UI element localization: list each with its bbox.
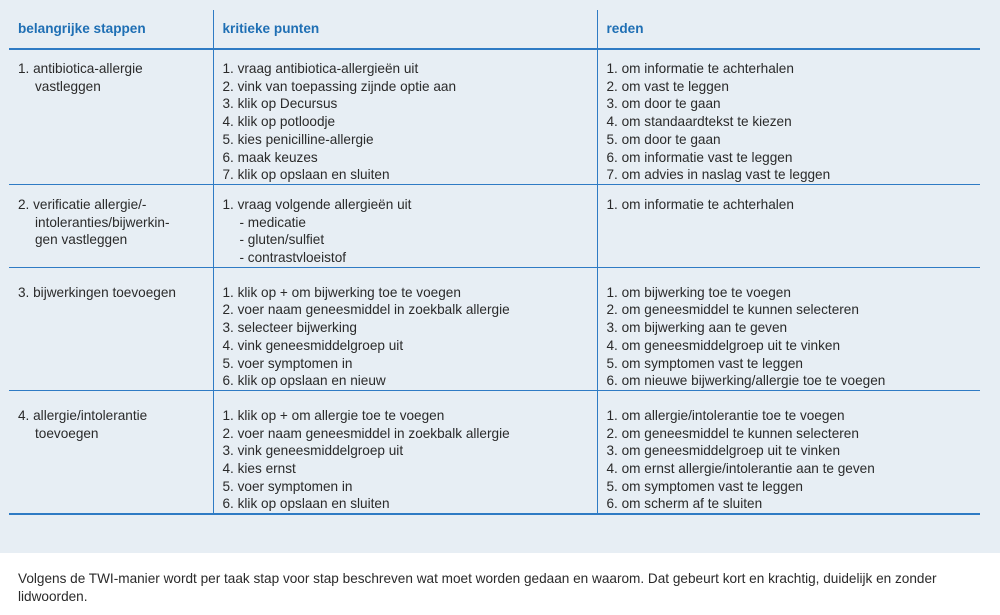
header-steps: belangrijke stappen — [9, 10, 213, 49]
critical-point: 4. kies ernst — [222, 461, 296, 477]
step-cell — [9, 390, 213, 514]
critical-points-cell — [213, 390, 597, 514]
header-reason: reden — [597, 10, 980, 49]
reason-item: 5. om door te gaan — [606, 131, 721, 147]
critical-point: 2. voer naam geneesmiddel in zoekbalk allergie — [222, 302, 510, 318]
critical-point: - contrastvloeistof — [239, 250, 347, 266]
reason-cell — [597, 390, 980, 514]
reason-cell — [597, 267, 980, 390]
step-text-line: gen vastleggen — [35, 232, 128, 248]
table-row — [9, 184, 980, 267]
critical-point: - gluten/sulfiet — [239, 232, 325, 248]
reason-cell — [597, 49, 980, 184]
critical-points-cell-list — [223, 196, 597, 267]
critical-point: 5. voer symptomen in — [222, 355, 353, 371]
critical-point: 7. klik op opslaan en sluiten — [222, 167, 390, 183]
header-critical-points: kritieke punten — [213, 10, 597, 49]
reason-item: 4. om geneesmiddelgroep uit te vinken — [606, 337, 841, 353]
step-text-line: 2. verificatie allergie/- — [18, 196, 147, 212]
reason-cell — [597, 184, 980, 267]
step-text-line: toevoegen — [35, 425, 99, 441]
reason-item: 4. om ernst allergie/intolerantie aan te geven — [606, 461, 875, 477]
critical-points-cell-list — [223, 60, 597, 184]
reason-item: 6. om informatie vast te leggen — [606, 149, 793, 165]
reason-item: 3. om door te gaan — [606, 96, 721, 112]
critical-point: 1. vraag antibiotica-allergieën uit — [222, 61, 419, 76]
reason-item: 6. om scherm af te sluiten — [606, 496, 763, 512]
table-row — [9, 49, 980, 184]
critical-points-cell-list — [223, 284, 597, 390]
step-text-line: 1. antibiotica-allergie — [18, 61, 143, 76]
step-text-line: vastleggen — [35, 78, 101, 94]
critical-points-cell — [213, 49, 597, 184]
reason-item: 3. om geneesmiddelgroep uit te vinken — [606, 443, 841, 459]
critical-point: - medicatie — [239, 214, 306, 230]
critical-point: 6. klik op opslaan en nieuw — [222, 373, 386, 389]
reason-item: 5. om symptomen vast te leggen — [606, 478, 803, 494]
reason-item: 1. om allergie/intolerantie toe te voegen — [606, 407, 845, 423]
reason-cell-list — [607, 407, 981, 513]
reason-item: 2. om vast te leggen — [606, 78, 729, 94]
reason-cell-list — [607, 284, 981, 390]
table-header-row — [9, 10, 980, 49]
reason-item: 5. om symptomen vast te leggen — [606, 355, 803, 371]
reason-item: 3. om bijwerking aan te geven — [606, 320, 788, 336]
critical-points-cell — [213, 184, 597, 267]
step-text-line: intoleranties/bijwerkin- — [35, 214, 170, 230]
critical-point: 2. voer naam geneesmiddel in zoekbalk allergie — [222, 425, 510, 441]
critical-point: 1. klik op + om allergie toe te voegen — [222, 407, 445, 423]
critical-points-cell-list — [223, 407, 597, 513]
critical-point: 4. vink geneesmiddelgroep uit — [222, 337, 404, 353]
critical-point: 3. selecteer bijwerking — [222, 320, 357, 336]
step-text-line: 4. allergie/intolerantie — [18, 407, 148, 423]
table-row — [9, 267, 980, 390]
critical-points-cell — [213, 267, 597, 390]
critical-point: 4. klik op potloodje — [222, 114, 336, 130]
reason-item: 1. om informatie te achterhalen — [606, 196, 794, 212]
critical-point: 5. voer symptomen in — [222, 478, 353, 494]
critical-point: 6. klik op opslaan en sluiten — [222, 496, 390, 512]
critical-point: 3. vink geneesmiddelgroep uit — [222, 443, 404, 459]
reason-cell-list — [607, 60, 981, 184]
critical-point: 2. vink van toepassing zijnde optie aan — [222, 78, 457, 94]
table-row — [9, 390, 980, 514]
reason-item: 7. om advies in naslag vast te leggen — [606, 167, 831, 183]
footnote: Volgens de TWI-manier wordt per taak stap voor stap beschreven wat moet worden gedaan en waarom. Dat gebeurt kort en krachtig, duidelijk en zonder lidwoorden. — [18, 571, 937, 604]
reason-item: 2. om geneesmiddel te kunnen selecteren — [606, 425, 859, 441]
step-cell — [9, 49, 213, 184]
critical-point: 5. kies penicilline-allergie — [222, 131, 374, 147]
step-cell — [9, 184, 213, 267]
step-text-line: 3. bijwerkingen toevoegen — [18, 284, 176, 300]
reason-item: 1. om bijwerking toe te voegen — [606, 284, 791, 300]
twi-table — [9, 10, 980, 515]
reason-item: 2. om geneesmiddel te kunnen selecteren — [606, 302, 859, 318]
step-cell — [9, 267, 213, 390]
reason-item: 1. om informatie te achterhalen — [606, 61, 794, 76]
critical-point: 3. klik op Decursus — [222, 96, 338, 112]
reason-item: 6. om nieuwe bijwerking/allergie toe te voegen — [606, 373, 886, 389]
critical-point: 6. maak keuzes — [222, 149, 318, 165]
critical-point: 1. vraag volgende allergieën uit — [222, 196, 412, 212]
reason-item: 4. om standaardtekst te kiezen — [606, 114, 792, 130]
reason-cell-list — [607, 196, 981, 214]
critical-point: 1. klik op + om bijwerking toe te voegen — [222, 284, 461, 300]
